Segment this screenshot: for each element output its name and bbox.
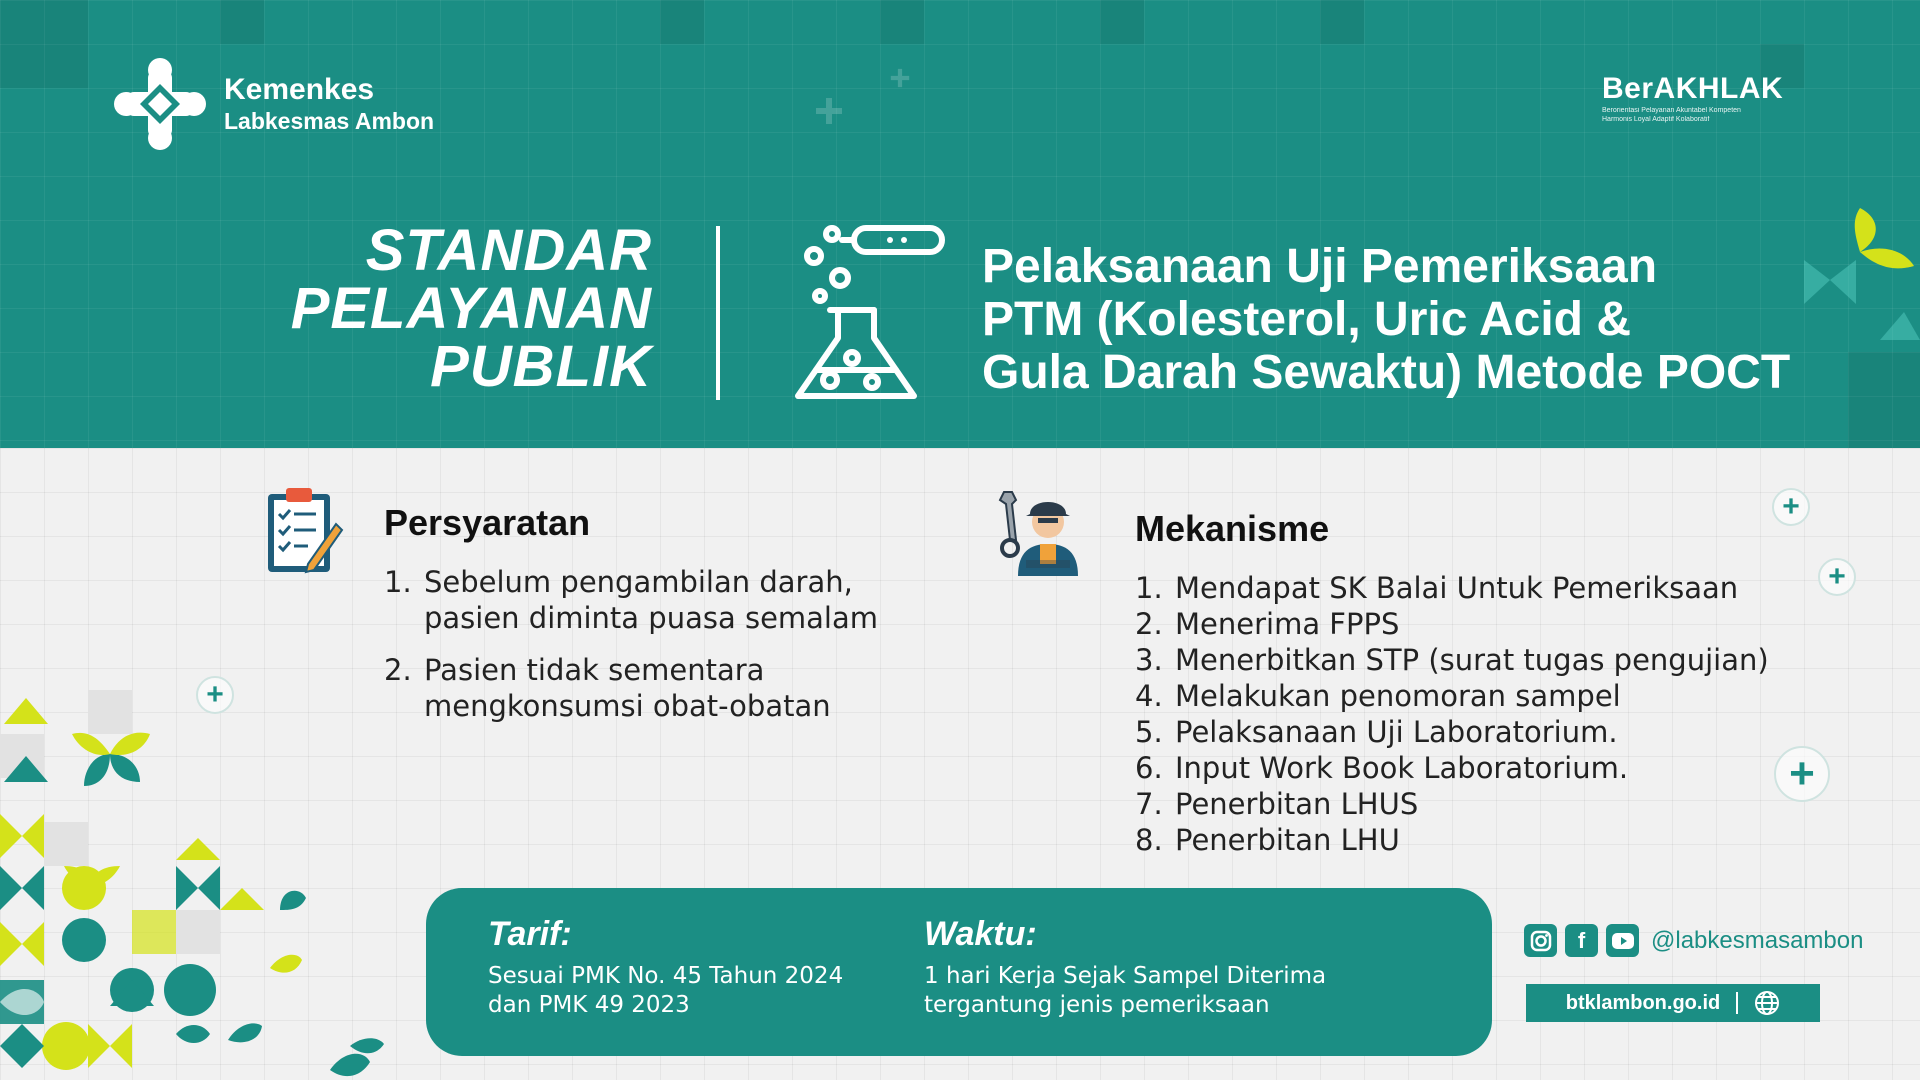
time-block — [924, 914, 1384, 1020]
berakhlak-subtitle-2: Harmonis Loyal Adaptif Kolaboratif — [1602, 116, 1710, 123]
org-name: Kemenkes — [224, 73, 375, 106]
list-item-number: 6. — [1135, 751, 1163, 785]
social-links — [1524, 924, 1863, 957]
berakhlak-subtitle-1: Berorientasi Pelayanan Akuntabel Kompeten — [1602, 107, 1741, 114]
list-item-number: 8. — [1135, 823, 1163, 857]
instagram-icon[interactable] — [1524, 924, 1557, 957]
service-title-line: Pelaksanaan Uji Pemeriksaan — [982, 240, 1658, 293]
list-item-number: 1. — [384, 565, 412, 599]
website-badge[interactable] — [1526, 984, 1820, 1022]
plus-circle-icon: + — [1818, 558, 1856, 596]
geometric-pattern-icon — [0, 690, 400, 1080]
lab-flask-icon — [772, 218, 948, 408]
header-divider — [716, 226, 720, 400]
clipboard-icon — [262, 484, 344, 576]
tariff-line: Sesuai PMK No. 45 Tahun 2024 — [488, 963, 844, 989]
time-line: tergantung jenis pemeriksaan — [924, 992, 1270, 1018]
requirements-list — [384, 564, 944, 740]
youtube-icon[interactable] — [1606, 924, 1639, 957]
list-item-number: 7. — [1135, 787, 1163, 821]
leaf-deco-icon — [1800, 200, 1920, 340]
website-separator — [1736, 992, 1738, 1014]
service-title-line: PTM (Kolesterol, Uric Acid & — [982, 293, 1631, 346]
list-item-text: Menerima FPPS — [1175, 607, 1400, 641]
plus-circle-icon: + — [196, 676, 234, 714]
list-item — [1135, 570, 1769, 606]
list-item — [384, 564, 944, 636]
list-item-number: 1. — [1135, 571, 1163, 605]
list-item — [384, 652, 944, 724]
standard-title-line: PELAYANAN — [290, 276, 652, 341]
berakhlak-title: BerAKHLAK — [1602, 72, 1784, 105]
list-item-text: Melakukan penomoran sampel — [1175, 679, 1621, 713]
list-item-text: Input Work Book Laboratorium. — [1175, 751, 1629, 785]
org-unit: Labkesmas Ambon — [224, 108, 435, 134]
service-title — [982, 240, 1790, 399]
tariff-block — [488, 914, 888, 1020]
list-item-text: Penerbitan LHUS — [1175, 787, 1419, 821]
list-item-text: Penerbitan LHU — [1175, 823, 1400, 857]
website-link[interactable]: btklambon.go.id — [1565, 991, 1721, 1014]
tariff-line: dan PMK 49 2023 — [488, 992, 690, 1018]
list-item-number: 4. — [1135, 679, 1163, 713]
requirements-heading: Persyaratan — [384, 502, 591, 543]
list-item-number: 5. — [1135, 715, 1163, 749]
list-item — [1135, 642, 1769, 678]
standard-title-line: STANDAR — [365, 218, 652, 283]
list-item-number: 2. — [384, 653, 412, 687]
plus-deco-icon — [812, 94, 846, 128]
list-item — [1135, 678, 1769, 714]
list-item — [1135, 714, 1769, 750]
mechanism-list — [1135, 570, 1769, 858]
tariff-label: Tarif: — [488, 915, 572, 953]
service-title-line: Gula Darah Sewaktu) Metode POCT — [982, 346, 1791, 399]
kemenkes-logo — [112, 56, 434, 152]
list-item-number: 2. — [1135, 607, 1163, 641]
list-item-text: Sebelum pengambilan darah, pasien diminta puasa semalam — [424, 565, 879, 635]
list-item-number: 3. — [1135, 643, 1163, 677]
list-item — [1135, 822, 1769, 858]
list-item — [1135, 606, 1769, 642]
info-panel — [426, 888, 1492, 1056]
list-item-text: Pasien tidak sementara mengkonsumsi obat-obatan — [424, 653, 831, 723]
technician-icon — [996, 484, 1088, 576]
plus-circle-icon: + — [1772, 488, 1810, 526]
list-item-text: Pelaksanaan Uji Laboratorium. — [1175, 715, 1618, 749]
list-item-text: Mendapat SK Balai Untuk Pemeriksaan — [1175, 571, 1739, 605]
social-handle[interactable]: @labkesmasambon — [1651, 926, 1864, 954]
standard-title — [290, 218, 652, 399]
time-label: Waktu: — [924, 915, 1037, 953]
list-item-text: Menerbitkan STP (surat tugas pengujian) — [1175, 643, 1769, 677]
kemenkes-emblem-icon — [112, 56, 208, 152]
berakhlak-badge — [1602, 72, 1802, 124]
globe-icon — [1754, 990, 1780, 1016]
list-item — [1135, 786, 1769, 822]
time-line: 1 hari Kerja Sejak Sampel Diterima — [924, 963, 1327, 989]
plus-deco-icon — [888, 66, 912, 90]
standard-title-line: PUBLIK — [430, 334, 652, 399]
mechanism-heading: Mekanisme — [1135, 508, 1330, 549]
facebook-icon[interactable]: f — [1565, 924, 1598, 957]
plus-circle-icon: + — [1774, 746, 1830, 802]
list-item — [1135, 750, 1769, 786]
